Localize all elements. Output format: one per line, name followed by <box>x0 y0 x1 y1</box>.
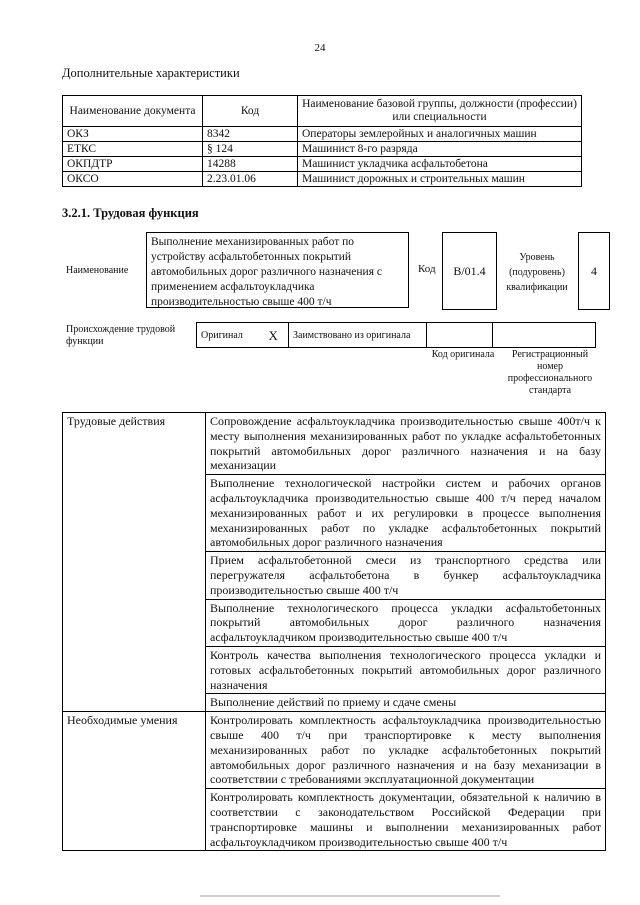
table-header-row <box>63 96 582 127</box>
function-name-label: Наименование <box>66 265 129 276</box>
characteristics-table <box>62 95 582 187</box>
borrowed-label: Заимствовано из оригинала <box>289 323 427 348</box>
origin-table <box>196 322 596 348</box>
labor-action-item: Выполнение технологической настройки систем и рабочих органов асфальтоукладчика производительностью свыше 400 т/ч перед началом механизированных работ и их регулировки в процессе выполнения механизированных работ по укладке асфальтобетонных покрытий автомобильных дорог различного назначения <box>206 475 606 552</box>
doc-cell: ОКСО <box>63 172 203 187</box>
name-cell: Машинист дорожных и строительных машин <box>298 172 582 187</box>
table-row <box>63 712 606 789</box>
code-cell: 2.23.01.06 <box>203 172 298 187</box>
labor-actions-label: Трудовые действия <box>63 413 206 712</box>
skills-label: Необходимые умения <box>63 712 206 851</box>
reg-number-cell <box>493 323 596 348</box>
doc-cell: ЕТКС <box>63 142 203 157</box>
function-name-box: Выполнение механизированных работ по устройству асфальтобетонных покрытий автомобильных дорог различного назначения с применением асфальтоукладчика производительностью свыше 400 т/ч <box>146 232 409 308</box>
name-cell: Операторы землеройных и аналогичных машин <box>298 127 582 142</box>
function-code-box <box>442 232 497 310</box>
table-row <box>63 157 582 172</box>
name-cell: Машинист 8-го разряда <box>298 142 582 157</box>
table-row <box>63 127 582 142</box>
header-base-group: Наименование базовой группы, должности (профессии) или специальности <box>298 96 582 127</box>
additional-characteristics-heading: Дополнительные характеристики <box>62 66 240 80</box>
skill-item: Контролировать комплектность документации, обязательной к наличию в соответствии с законодательством Российской Федерации при транспортировке машины и выполнении механизированных работ асфальтоукладчиком производительностью свыше 400 т/ч <box>206 789 606 851</box>
function-code-label: Код <box>418 263 436 275</box>
doc-cell: ОКЗ <box>63 127 203 142</box>
function-code-value: B/01.4 <box>453 263 486 278</box>
code-cell: 14288 <box>203 157 298 172</box>
code-origin-caption: Код оригинала <box>431 349 495 360</box>
original-code-cell <box>427 323 493 348</box>
table-row <box>63 142 582 157</box>
code-cell: § 124 <box>203 142 298 157</box>
level-value: 4 <box>591 263 597 278</box>
original-label: Оригинал <box>197 323 259 348</box>
skill-item: Контролировать комплектность асфальтоукладчика производительностью свыше 400 т/ч при транспортировке к месту выполнения механизированных работ по укладке асфальтобетонных покрытий автомобильных дорог различного назначения и на базу механизации в соответствии с требованиями эксплуатационной документации <box>206 712 606 789</box>
table-row <box>63 172 582 187</box>
labor-action-item: Контроль качества выполнения технологического процесса укладки и готовых асфальтобетонных покрытий автомобильных дорог различного назначения <box>206 646 606 693</box>
original-mark: X <box>259 323 289 348</box>
page-number: 24 <box>314 42 326 54</box>
function-details-table <box>62 412 606 851</box>
level-label: Уровень (подуровень) квалификации <box>506 252 568 293</box>
labor-action-item: Сопровождение асфальтоукладчика производительностью свыше 400т/ч к месту выполнения механизированных работ по укладке асфальтобетонных покрытий автомобильных дорог различного назначения и на базу механизации <box>206 413 606 475</box>
origin-row <box>197 323 596 348</box>
reg-number-caption: Регистрационный номер профессионального стандарта <box>507 349 593 396</box>
labor-action-item: Прием асфальтобетонной смеси из транспортного средства или перегружателя асфальтобетона в бункер асфальтоукладчика производительностью свыше 400 т/ч <box>206 552 606 599</box>
header-document: Наименование документа <box>63 96 203 127</box>
labor-action-item: Выполнение действий по приему и сдаче смены <box>206 694 606 712</box>
name-cell: Машинист укладчика асфальтобетона <box>298 157 582 172</box>
doc-cell: ОКПДТР <box>63 157 203 172</box>
header-code: Код <box>203 96 298 127</box>
labor-action-item: Выполнение технологического процесса укладки асфальтобетонных покрытий автомобильных дорог различного назначения асфальтоукладчиком производительностью свыше 400 т/ч <box>206 599 606 646</box>
table-row <box>63 413 606 475</box>
code-cell: 8342 <box>203 127 298 142</box>
scan-edge-line <box>200 895 500 897</box>
section-title: 3.2.1. Трудовая функция <box>62 206 199 220</box>
level-box <box>578 232 610 310</box>
origin-label: Происхождение трудовой функции <box>66 324 176 347</box>
